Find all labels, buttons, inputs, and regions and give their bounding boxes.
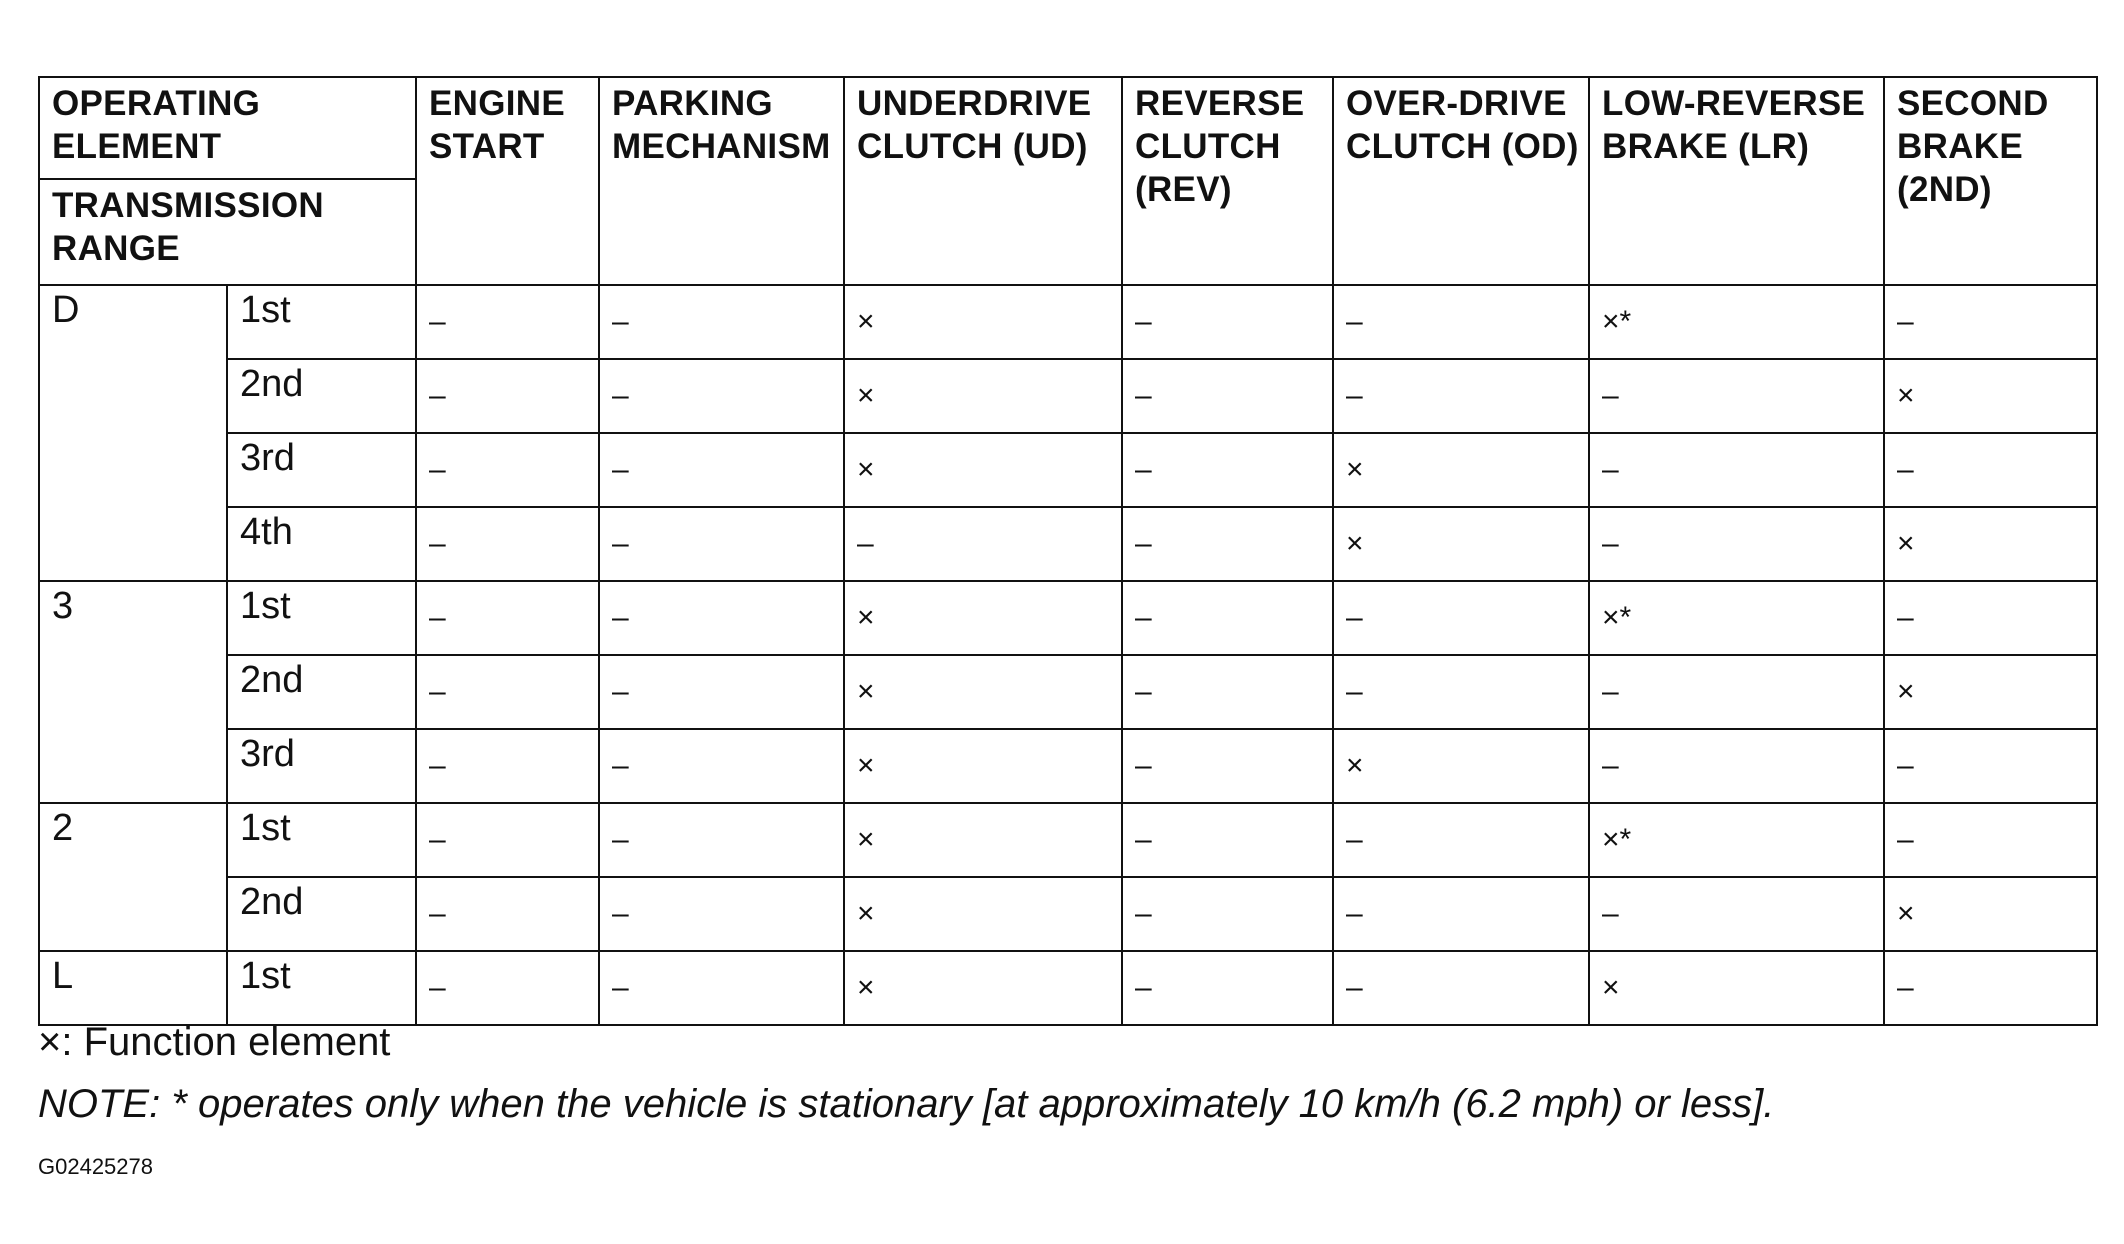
status-cell: – (1122, 359, 1333, 433)
status-cell: – (599, 729, 844, 803)
range-cell: 2 (39, 803, 227, 951)
status-cell: – (416, 285, 599, 359)
status-cell: – (1122, 581, 1333, 655)
status-cell: – (844, 507, 1122, 581)
table-row (39, 359, 2097, 433)
status-cell: – (599, 507, 844, 581)
status-cell: – (1333, 359, 1589, 433)
status-cell: – (416, 507, 599, 581)
column-header-over-drive-clutch (1333, 77, 1589, 285)
operating-element-header (39, 77, 416, 179)
column-header-low-reverse-brake (1589, 77, 1884, 285)
header-line: (2ND) (1897, 170, 1992, 209)
status-cell: × (844, 877, 1122, 951)
status-cell: – (1589, 655, 1884, 729)
status-cell: – (599, 655, 844, 729)
table-body (39, 285, 2097, 1025)
status-cell: – (1589, 507, 1884, 581)
column-header-engine-start (416, 77, 599, 285)
table-row (39, 951, 2097, 1025)
header-line: UNDERDRIVE (857, 84, 1092, 123)
header-line: CLUTCH (OD) (1346, 127, 1579, 166)
table-row (39, 729, 2097, 803)
gear-cell: 1st (227, 951, 416, 1025)
status-cell: – (1122, 729, 1333, 803)
status-cell: × (1333, 507, 1589, 581)
status-cell: – (1884, 581, 2097, 655)
header-line: PARKING (612, 84, 773, 123)
status-cell: – (1589, 359, 1884, 433)
status-cell: – (1589, 877, 1884, 951)
header-line: MECHANISM (612, 127, 831, 166)
status-cell: – (1122, 433, 1333, 507)
gear-cell: 2nd (227, 877, 416, 951)
column-header-underdrive-clutch (844, 77, 1122, 285)
status-cell: – (599, 285, 844, 359)
status-cell: – (1884, 433, 2097, 507)
gear-cell: 4th (227, 507, 416, 581)
status-cell: – (1333, 951, 1589, 1025)
column-header-second-brake (1884, 77, 2097, 285)
status-cell: × (844, 729, 1122, 803)
transmission-range-header (39, 179, 416, 285)
header-line: BRAKE (LR) (1602, 127, 1810, 166)
header-line: SECOND (1897, 84, 2049, 123)
status-cell: – (599, 433, 844, 507)
status-cell: × (1333, 729, 1589, 803)
status-cell: – (416, 655, 599, 729)
range-cell: L (39, 951, 227, 1025)
status-cell: – (416, 729, 599, 803)
status-cell: – (1884, 285, 2097, 359)
status-cell: – (1884, 951, 2097, 1025)
header-line: ENGINE (429, 84, 566, 123)
status-cell: – (1122, 877, 1333, 951)
gear-cell: 1st (227, 803, 416, 877)
header-line: CLUTCH (1135, 127, 1281, 166)
status-cell: × (844, 285, 1122, 359)
header-line: START (429, 127, 545, 166)
gear-cell: 2nd (227, 359, 416, 433)
status-cell: ×* (1589, 285, 1884, 359)
header-line: CLUTCH (UD) (857, 127, 1088, 166)
gear-cell: 3rd (227, 729, 416, 803)
figure-id: G02425278 (38, 1154, 153, 1179)
status-cell: – (1333, 803, 1589, 877)
status-cell: × (844, 803, 1122, 877)
status-cell: – (1333, 655, 1589, 729)
status-cell: – (1333, 285, 1589, 359)
status-cell: – (1589, 729, 1884, 803)
status-cell: – (599, 359, 844, 433)
status-cell: – (1122, 655, 1333, 729)
status-cell: – (416, 877, 599, 951)
range-cell: 3 (39, 581, 227, 803)
table-row (39, 877, 2097, 951)
status-cell: – (1884, 803, 2097, 877)
table-row (39, 433, 2097, 507)
header-line: ELEMENT (52, 127, 222, 166)
table-row (39, 655, 2097, 729)
status-cell: – (416, 433, 599, 507)
gear-cell: 1st (227, 581, 416, 655)
status-cell: – (1122, 803, 1333, 877)
status-cell: – (599, 581, 844, 655)
status-cell: × (1333, 433, 1589, 507)
status-cell: – (1122, 951, 1333, 1025)
column-header-parking-mechanism (599, 77, 844, 285)
status-cell: – (599, 951, 844, 1025)
status-cell: ×* (1589, 803, 1884, 877)
header-line: LOW-REVERSE (1602, 84, 1866, 123)
status-cell: × (1884, 359, 2097, 433)
status-cell: – (1122, 507, 1333, 581)
status-cell: – (1122, 285, 1333, 359)
status-cell: – (1589, 433, 1884, 507)
header-line: RANGE (52, 229, 180, 268)
status-cell: – (416, 359, 599, 433)
status-cell: × (844, 951, 1122, 1025)
header-line: TRANSMISSION (52, 186, 324, 225)
header-line: OPERATING (52, 84, 261, 123)
gear-cell: 2nd (227, 655, 416, 729)
status-cell: – (1333, 581, 1589, 655)
status-cell: × (844, 433, 1122, 507)
table-row (39, 507, 2097, 581)
status-cell: – (416, 581, 599, 655)
status-cell: × (844, 359, 1122, 433)
header-row-operating-element (39, 77, 2097, 179)
table-row (39, 581, 2097, 655)
header-line: BRAKE (1897, 127, 2023, 166)
column-header-reverse-clutch (1122, 77, 1333, 285)
range-cell: D (39, 285, 227, 581)
status-cell: – (1884, 729, 2097, 803)
operating-element-table (38, 76, 2098, 1026)
status-cell: × (1884, 877, 2097, 951)
status-cell: – (599, 877, 844, 951)
table-row (39, 803, 2097, 877)
gear-cell: 1st (227, 285, 416, 359)
gear-cell: 3rd (227, 433, 416, 507)
status-cell: × (1884, 655, 2097, 729)
header-line: (REV) (1135, 170, 1232, 209)
table-row (39, 285, 2097, 359)
header-line: REVERSE (1135, 84, 1305, 123)
status-cell: × (844, 655, 1122, 729)
status-cell: × (1589, 951, 1884, 1025)
status-cell: × (1884, 507, 2097, 581)
status-cell: ×* (1589, 581, 1884, 655)
legend-function-element: ×: Function element (38, 1020, 391, 1064)
header-line: OVER-DRIVE (1346, 84, 1567, 123)
status-cell: – (416, 803, 599, 877)
status-cell: – (599, 803, 844, 877)
status-cell: – (416, 951, 599, 1025)
status-cell: – (1333, 877, 1589, 951)
status-cell: × (844, 581, 1122, 655)
stationary-note: NOTE: * operates only when the vehicle is stationary [at approximately 10 km/h (6.2 mph) or less]. (38, 1082, 1775, 1126)
